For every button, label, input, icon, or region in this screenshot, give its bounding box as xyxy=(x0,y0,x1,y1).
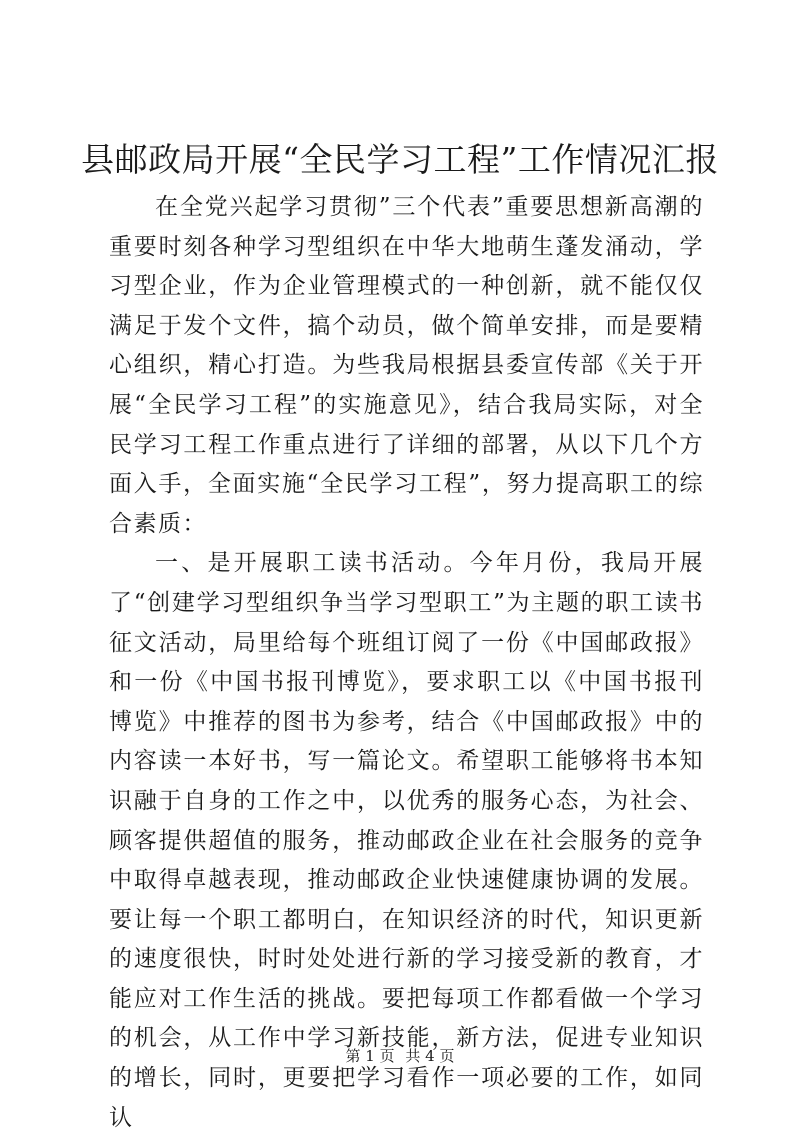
page-number: 第 1 页 xyxy=(345,1047,395,1065)
page-footer xyxy=(0,1046,800,1066)
page-total: 共 4 页 xyxy=(405,1047,455,1065)
paragraph-section-one: 一、是开展职工读书活动。今年月份，我局开展了“创建学习型组织争当学习型职工”为主题的职工读书征文活动，局里给每个班组订阅了一份《中国邮政报》和一份《中国书报刊博览》，要求职工以《中国书报刊博览》中推荐的图书为参考，结合《中国邮政报》中的内容读一本好书，写一篇论文。希望职工能够将书本知识融于自身的工作之中，以优秀的服务心态，为社会、顾客提供超值的服务，推动邮政企业在社会服务的竞争中取得卓越表现，推动邮政企业快速健康协调的发展。要让每一个职工都明白，在知识经济的时代，知识更新的速度很快，时时处处进行新的学习接受新的教育，才能应对工作生活的挑战。要把每项工作都看做一个学习的机会，从工作中学习新技能，新方法，促进专业知识的增长，同时，更要把学习看作一项必要的工作，如同认 xyxy=(109,550,704,1131)
document-body xyxy=(109,188,704,1138)
document-title: 县邮政局开展“全民学习工程”工作情况汇报 xyxy=(81,140,719,179)
paragraph-intro: 在全党兴起学习贯彻”三个代表”重要思想新高潮的重要时刻各种学习型组织在中华大地萌生蓬发涌动，学习型企业，作为企业管理模式的一种创新，就不能仅仅满足于发个文件，搞个动员，做个简单安排，而是要精心组织，精心打造。为些我局根据县委宣传部《关于开展“全民学习工程”的实施意见》，结合我局实际，对全民学习工程工作重点进行了详细的部署，从以下几个方面入手，全面实施“全民学习工程”，努力提高职工的综合素质： xyxy=(109,194,704,537)
